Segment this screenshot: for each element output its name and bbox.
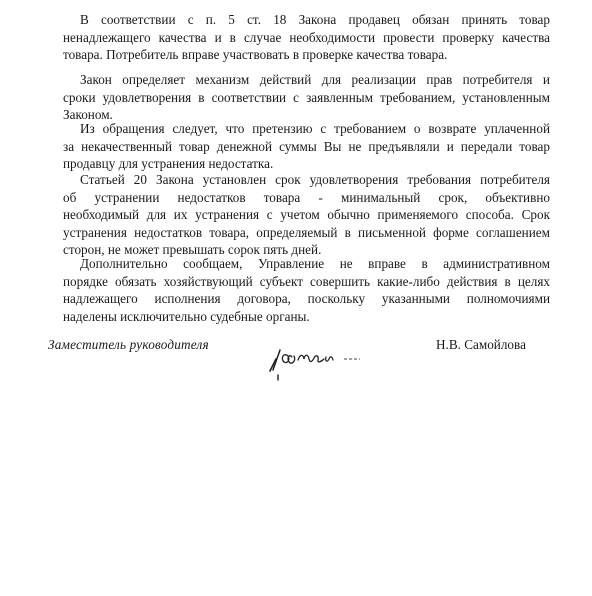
paragraph-line: продавцу для устранения недостатка. — [63, 156, 274, 172]
paragraph-line: за некачественный товар денежной суммы Вы не предъявляли и передали товар — [63, 138, 550, 154]
paragraph-line: Из обращения следует, что претензию с требованием о возврате уплаченной — [80, 121, 550, 136]
paragraph-4 — [63, 171, 550, 259]
signatory-name: Н.В. Самойлова — [436, 337, 526, 352]
paragraph-line: Статьей 20 Закона установлен срок удовлетворения требования потребителя — [80, 172, 550, 187]
paragraph-line: товара. Потребитель вправе участвовать в проверке качества товара. — [63, 47, 448, 63]
paragraph-line: необходимый для их устранения с учетом обычно применяемого способа. Срок — [63, 207, 550, 223]
signatory-role: Заместитель руководителя — [48, 337, 209, 352]
paragraph-line: В соответствии с п. 5 ст. 18 Закона продавец обязан принять товар — [80, 12, 550, 27]
paragraph-line: об устранении недостатков товара - минимальный срок, объективно — [63, 189, 550, 205]
paragraph-line: порядке обязать хозяйствующий субъект совершить какие-либо действия в целях — [63, 273, 550, 289]
paragraph-1 — [63, 11, 550, 64]
paragraph-3 — [63, 120, 550, 173]
paragraph-2 — [63, 71, 550, 124]
paragraph-line: сроки удовлетворения в соответствии с заявленным требованием, установленным — [63, 89, 550, 105]
paragraph-line: надлежащего исполнения договора, поскольку указанными полномочиями — [63, 291, 550, 307]
paragraph-line: устранения недостатков товара, определяемый в письменной форме соглашением — [63, 224, 550, 240]
paragraph-line: Законом. — [63, 107, 113, 123]
handwritten-signature — [262, 326, 382, 386]
paragraph-5 — [63, 255, 550, 325]
paragraph-line: Закон определяет механизм действий для реализации прав потребителя и — [80, 72, 550, 87]
paragraph-line: ненадлежащего качества и в случае необходимости провести проверку качества — [63, 29, 550, 45]
paragraph-line: наделены исключительно судебные органы. — [63, 308, 310, 324]
paragraph-line: Дополнительно сообщаем, Управление не вправе в административном — [80, 256, 550, 271]
paragraph-line: сторон, не может превышать сорок пять дней. — [63, 242, 322, 258]
